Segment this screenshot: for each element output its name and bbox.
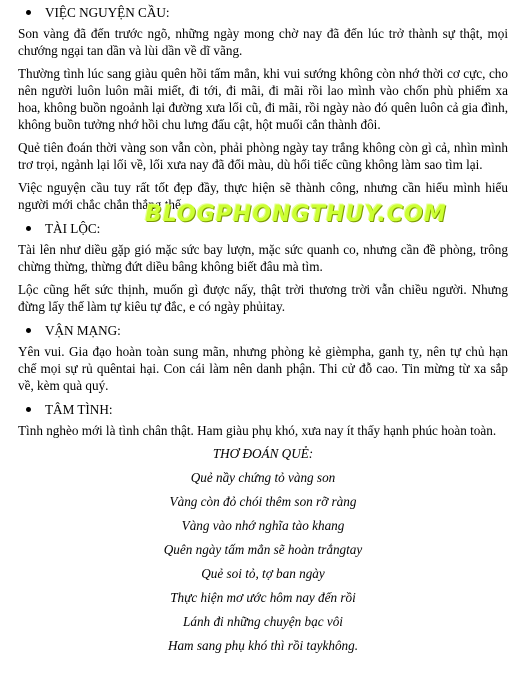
section-heading-tai-loc: TÀI LỘC: (26, 219, 508, 237)
paragraph: Thường tình lúc sang giàu quên hồi tấm mẳn, khi vui sướng không còn nhớ thời cơ cực, cho nên người luôn luôn mãi miết, đi tới, đi mãi, đi mãi rồi lao mình vào chốn phù phiếm xa hoa, không buồn ngoảnh lại đường xưa lối cũ, đi mãi, rồi ngày nào đó quên luôn cả gia đình, không buồn tưởng nhớ hồi chu lưng đấu cật, hột muối cắn thành đôi. (18, 66, 508, 132)
poem-line: Vàng vào nhớ nghĩa tào khang (181, 518, 345, 533)
section-heading-nguyen-cau: VIỆC NGUYỆN CẦU: (26, 3, 508, 21)
poem (18, 445, 508, 661)
poem-line: Vàng còn đỏ chói thêm son rỡ ràng (169, 494, 357, 509)
paragraph: Yên vui. Gia đạo hoàn toàn sung mãn, nhưng phòng kẻ gièmpha, ganh tỵ, nên tự chủ hạn chế mọi sự rủ quêntai hại. Con cái làm nên danh phận. Thi cử đỗ cao. Tin mừng từ xa sắp về, kèm quà quý. (18, 344, 508, 393)
paragraph: Son vàng đã đến trước ngõ, những ngày mong chờ nay đã đến lúc trở thành sự thật, mọi chướng ngại tan dần và lùi dần về dĩ vãng. (18, 26, 508, 58)
bullet-icon (26, 407, 31, 412)
poem-line: Quên ngày tấm mẳn sẽ hoàn trắngtay (163, 542, 363, 557)
paragraph: Quẻ tiên đoán thời vàng son vẫn còn, phải phòng ngày tay trắng không còn gì cả, nhìn mình trơ trọi, ngảnh lại lối về, lối xưa nay đã đổi màu, dù hối tiếc cũng không làm sao tìm lại. (18, 140, 508, 172)
bullet-icon (26, 10, 31, 15)
bullet-icon (26, 328, 31, 333)
poem-line: Lánh đi những chuyện bạc vôi (183, 614, 343, 629)
poem-line: Quẻ nầy chứng tỏ vàng son (190, 470, 336, 485)
paragraph: Tài lên như diều gặp gió mặc sức bay lượn, mặc sức quanh co, nhưng cần đề phòng, trông chừng thừng, thừng đứt diều bâng không biết đâu mà tìm. (18, 242, 508, 274)
paragraph: Tình nghèo mới là tình chân thật. Ham giàu phụ khó, xưa nay ít thấy hạnh phúc hoàn toàn. (18, 423, 497, 438)
watermark: BLOGPHONGTHUY.COM (145, 202, 447, 227)
paragraph: Việc nguyện cầu tuy rất tốt đẹp đầy, thực hiện sẽ thành công, nhưng cần hiểu mình hiểu người mới chắc chắn thắng thế. (18, 180, 508, 212)
poem-line: Quẻ soi tỏ, tợ ban ngày (201, 566, 325, 581)
paragraph: Lộc cũng hết sức thịnh, muốn gì được nấy, thật trời thương trời vẫn chiều người. Nhưng đừng lấy thế làm tự kiêu tự đắc, e có ngày phủitay. (18, 282, 508, 314)
bullet-icon (26, 226, 31, 231)
poem-title: THƠ ĐOÁN QUẺ: (212, 446, 314, 461)
poem-line: Ham sang phụ khó thì rồi taykhông. (167, 638, 359, 653)
poem-line: Thực hiện mơ ước hôm nay đến rồi (170, 590, 356, 605)
section-heading-van-mang: VẬN MẠNG: (26, 321, 508, 339)
section-heading-tam-tinh: TÂM TÌNH: (26, 400, 508, 418)
